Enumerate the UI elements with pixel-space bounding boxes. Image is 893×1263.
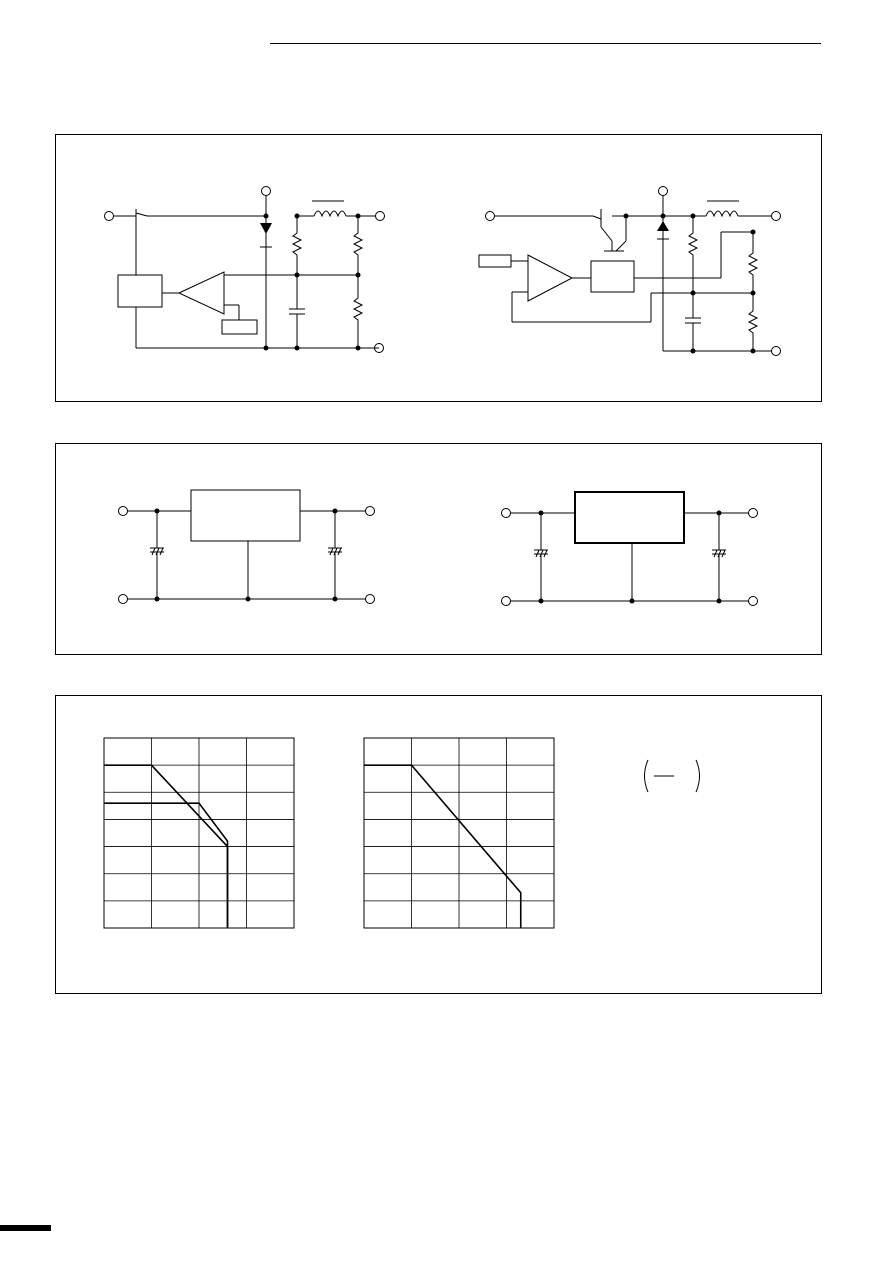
vout-terminal-b	[749, 509, 758, 518]
regulator-circuits-diagram	[56, 444, 823, 656]
control-block-left	[118, 275, 162, 307]
vin-terminal-a	[119, 507, 128, 516]
resistor-left-c	[354, 275, 362, 348]
inductor-right	[706, 211, 738, 216]
resistor-left-a	[293, 216, 301, 275]
derating-chart-right	[362, 736, 562, 936]
vin-terminal-b	[502, 509, 511, 518]
control-block-right	[591, 261, 634, 292]
panel-derating-charts	[55, 695, 822, 994]
supply-terminal-left	[262, 187, 271, 196]
ground-terminal-right	[772, 347, 781, 356]
gnd-terminal-b-out	[749, 597, 758, 606]
fraction-bracket-formula	[638, 758, 718, 798]
error-amplifier-left	[179, 272, 224, 314]
panel-regulator-circuits	[55, 443, 822, 655]
diode-left	[260, 223, 272, 234]
vout-terminal-a	[366, 507, 375, 516]
switching-circuits-diagram	[56, 135, 823, 403]
derating-series-line-1	[104, 803, 228, 928]
resistor-right-b	[749, 232, 757, 293]
output-terminal-left	[376, 212, 385, 221]
panel-switching-circuits	[55, 134, 822, 402]
gnd-terminal-b-in	[502, 597, 511, 606]
derating-chart-left	[102, 736, 302, 936]
regulator-block-a	[191, 490, 300, 541]
resistor-left-b	[354, 216, 362, 275]
inductor-left	[314, 211, 346, 216]
resistor-right-c	[749, 293, 757, 351]
output-terminal-right	[772, 212, 781, 221]
diode-right	[657, 221, 669, 231]
gnd-terminal-a-in	[119, 595, 128, 604]
gnd-terminal-a-out	[366, 595, 375, 604]
reference-block-left	[222, 320, 257, 334]
supply-terminal-right	[659, 187, 668, 196]
reference-block-right	[479, 255, 511, 267]
resistor-right-a	[689, 216, 697, 293]
page-footer-bar	[0, 1225, 51, 1231]
error-amplifier-right	[528, 255, 572, 301]
header-rule	[270, 43, 821, 44]
regulator-block-b	[575, 492, 684, 543]
input-terminal-right	[486, 212, 495, 221]
input-terminal-left	[105, 212, 114, 221]
